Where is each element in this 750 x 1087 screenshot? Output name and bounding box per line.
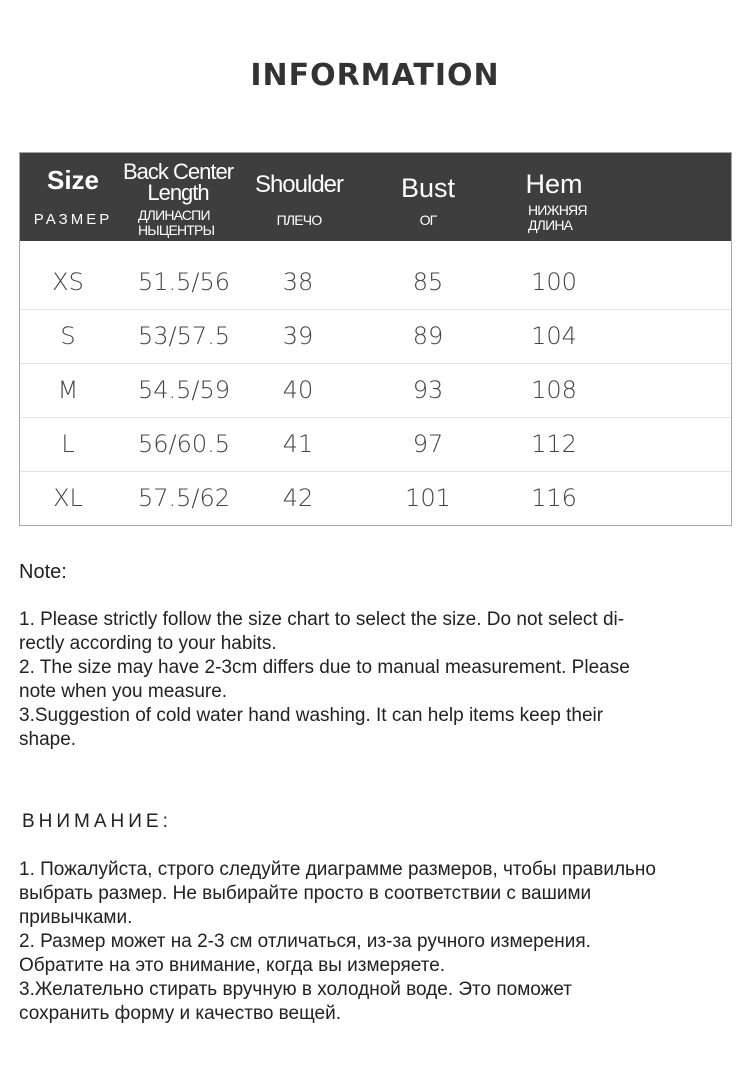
header-hem <box>504 153 604 241</box>
note-line: 1. Please strictly follow the size chart to select the size. Do not select di- <box>19 609 625 630</box>
table-header <box>20 153 731 241</box>
note-heading: Note: <box>19 561 67 583</box>
header-back-center-length-ru: ДЛИНАСПИ НЫЦЕНТРЫ <box>138 207 215 238</box>
cell-shoulder: 38 <box>282 268 314 296</box>
cell-size: L <box>61 430 75 458</box>
cell-shoulder: 42 <box>282 484 314 512</box>
attention-line: 2. Размер может на 2-3 см отличаться, из-за ручного измерения. <box>19 931 591 952</box>
cell-bust: 89 <box>412 322 444 350</box>
table-row <box>20 471 731 526</box>
page-title: INFORMATION <box>250 58 500 93</box>
header-size <box>20 153 126 241</box>
header-back-center-length-en: Back Center Length <box>122 159 234 205</box>
attention-line: 1. Пожалуйста, строго следуйте диаграмме размеров, чтобы правильно <box>19 859 656 880</box>
cell-size: XL <box>53 484 83 512</box>
note-line: 3.Suggestion of cold water hand washing. It can help items keep their <box>19 705 604 726</box>
cell-back-center-length: 56/60.5 <box>137 430 231 458</box>
cell-hem: 116 <box>531 484 577 512</box>
note-line: note when you measure. <box>19 681 228 702</box>
cell-size: XS <box>52 268 84 296</box>
header-back-center-length <box>116 153 240 241</box>
cell-size: M <box>57 376 79 404</box>
header-shoulder <box>242 153 356 241</box>
cell-shoulder: 41 <box>282 430 314 458</box>
note-line: shape. <box>19 729 77 750</box>
attention-line: 3.Желательно стирать вручную в холодной воде. Это поможет <box>19 979 573 1000</box>
note-line: 2. The size may have 2-3cm differs due to manual measurement. Please <box>19 657 630 678</box>
header-bust-en: Bust <box>400 173 456 203</box>
cell-hem: 104 <box>531 322 577 350</box>
cell-back-center-length: 54.5/59 <box>137 376 231 404</box>
table-row <box>20 309 731 364</box>
header-hem-en: Hem <box>525 169 583 199</box>
attention-line: выбрать размер. Не выбирайте просто в соответствии с вашими <box>19 883 592 904</box>
cell-hem: 108 <box>531 376 577 404</box>
header-bust-ru: ОГ <box>419 212 437 228</box>
cell-bust: 101 <box>405 484 451 512</box>
cell-bust: 93 <box>412 376 444 404</box>
attention-line: сохранить форму и качество вещей. <box>19 1003 341 1024</box>
cell-back-center-length: 51.5/56 <box>137 268 231 296</box>
attention-line: привычками. <box>19 907 133 928</box>
header-size-ru: РАЗМЕР <box>33 211 113 228</box>
attention-line: Обратите на это внимание, когда вы измеряете. <box>19 955 446 976</box>
header-size-en: Size <box>46 165 100 195</box>
cell-hem: 100 <box>531 268 577 296</box>
cell-shoulder: 40 <box>282 376 314 404</box>
size-table <box>19 152 732 526</box>
header-hem-ru: НИЖНЯЯ ДЛИНА <box>528 202 587 233</box>
cell-size: S <box>60 322 76 350</box>
header-bust <box>378 153 478 241</box>
cell-shoulder: 39 <box>282 322 314 350</box>
table-row <box>20 255 731 310</box>
cell-bust: 97 <box>412 430 444 458</box>
cell-bust: 85 <box>412 268 444 296</box>
note-text <box>19 608 719 752</box>
table-row <box>20 417 731 472</box>
cell-hem: 112 <box>531 430 577 458</box>
header-shoulder-en: Shoulder <box>254 171 344 198</box>
cell-back-center-length: 57.5/62 <box>137 484 231 512</box>
header-shoulder-ru: ПЛЕЧО <box>276 212 322 228</box>
table-row <box>20 363 731 418</box>
attention-text <box>19 858 719 1026</box>
cell-back-center-length: 53/57.5 <box>137 322 231 350</box>
attention-heading: ВНИМАНИЕ: <box>22 811 172 832</box>
note-line: rectly according to your habits. <box>19 633 277 654</box>
